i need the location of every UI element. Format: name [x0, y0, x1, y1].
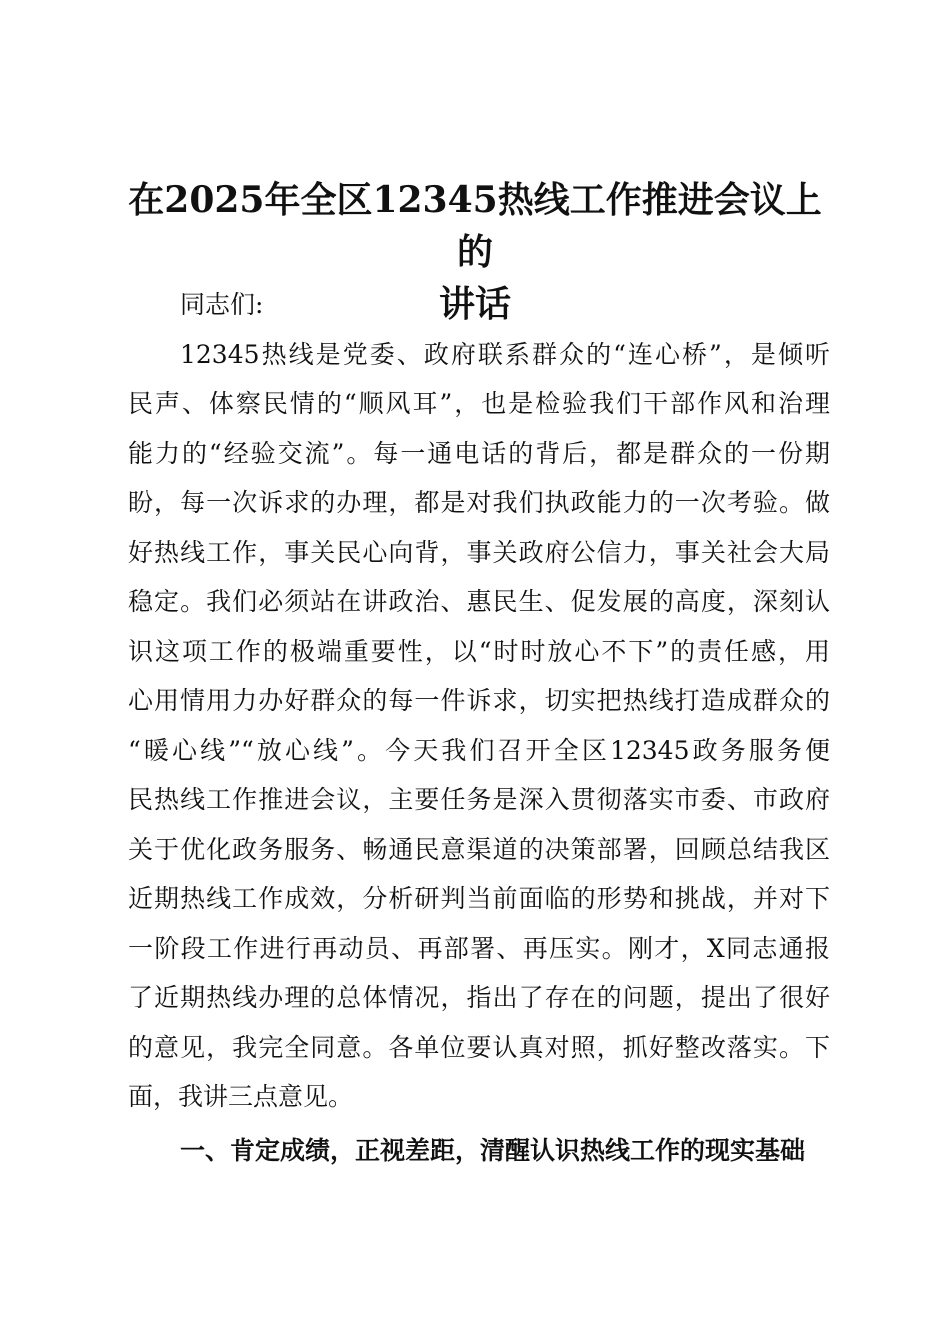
paragraph-line: 能力的“经验交流”。每一通电话的背后，都是群众的一份期 — [128, 438, 830, 468]
paragraph-line: 了近期热线办理的总体情况，指出了存在的问题，提出了很好 — [128, 983, 830, 1012]
title-line-2: 讲话 — [438, 283, 511, 325]
paragraph-line: 12345热线是党委、政府联系群众的“连心桥”，是倾听 — [180, 339, 830, 369]
paragraph-line: 民热线工作推进会议，主要任务是深入贯彻落实市委、市政府 — [128, 785, 830, 814]
section-heading: 一、肯定成绩，正视差距，清醒认识热线工作的现实基础 — [180, 1135, 806, 1165]
salutation: 同志们: — [180, 290, 264, 319]
paragraph-line: 面，我讲三点意见。 — [128, 1082, 354, 1111]
paragraph-line: 的意见，我完全同意。各单位要认真对照，抓好整改落实。下 — [128, 1032, 830, 1062]
paragraph-line: “暖心线”“放心线”。今天我们召开全区12345政务服务便 — [128, 735, 830, 765]
paragraph-1 — [128, 330, 830, 1122]
paragraph-line: 心用情用力办好群众的每一件诉求，切实把热线打造成群众的 — [128, 686, 830, 715]
paragraph-line: 一阶段工作进行再动员、再部署、再压实。刚才，X同志通报 — [128, 933, 830, 963]
paragraph-line: 近期热线工作成效，分析研判当前面临的形势和挑战，并对下 — [128, 884, 830, 913]
title-line-1: 在2025年全区12345热线工作推进会议上的 — [128, 179, 822, 273]
paragraph-line: 盼，每一次诉求的办理，都是对我们执政能力的一次考验。做 — [128, 488, 830, 517]
paragraph-line: 稳定。我们必须站在讲政治、惠民生、促发展的高度，深刻认 — [128, 587, 830, 616]
paragraph-line: 关于优化政务服务、畅通民意渠道的决策部署，回顾总结我区 — [128, 834, 830, 864]
paragraph-line: 好热线工作，事关民心向背，事关政府公信力，事关社会大局 — [128, 537, 830, 567]
document-body — [128, 280, 830, 1175]
paragraph-line: 识这项工作的极端重要性，以“时时放心不下”的责任感，用 — [128, 636, 830, 666]
paragraph-line: 民声、体察民情的“顺风耳”，也是检验我们干部作风和治理 — [128, 389, 830, 418]
